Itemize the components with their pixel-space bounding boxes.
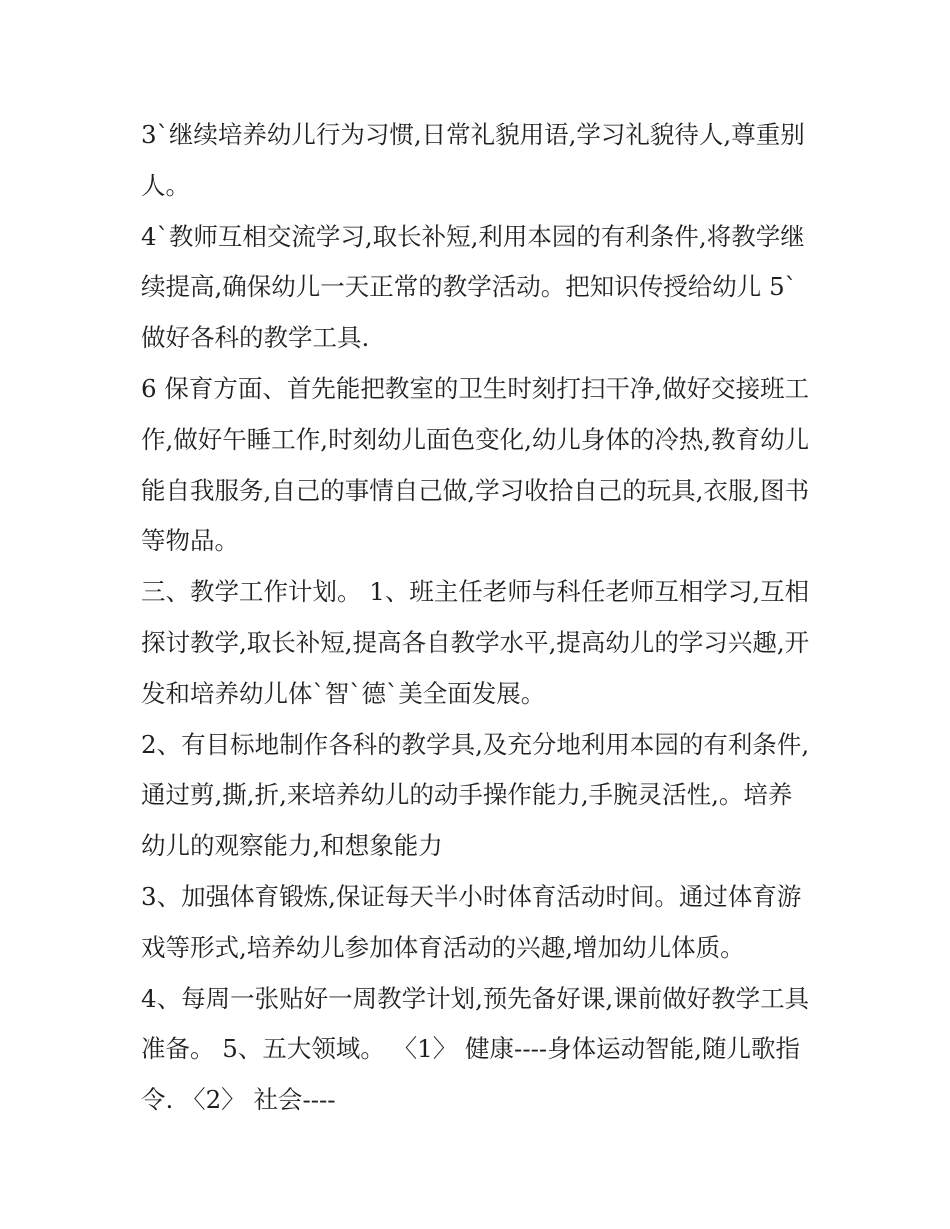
text-line: 2、有目标地制作各科的教学具,及充分地利用本园的有利条件, bbox=[141, 729, 810, 759]
text-line: 戏等形式,培养幼儿参加体育活动的兴趣,增加幼儿体质。 bbox=[141, 932, 745, 962]
paragraph-6-childcare bbox=[141, 364, 821, 567]
text-line: 续提高,确保幼儿一天正常的教学活动。把知识传授给幼儿 5` bbox=[141, 272, 797, 302]
paragraph-4-teacher-exchange bbox=[141, 212, 821, 364]
text-line: 探讨教学,取长补短,提高各自教学水平,提高幼儿的学习兴趣,开 bbox=[141, 627, 810, 657]
text-line: 做好各科的教学工具. bbox=[141, 323, 370, 353]
text-line: 作,做好午睡工作,时刻幼儿面色变化,幼儿身体的冷热,教育幼儿 bbox=[141, 424, 810, 454]
text-line: 人。 bbox=[141, 170, 190, 200]
text-line: 发和培养幼儿体`智`德`美全面发展。 bbox=[141, 678, 546, 708]
text-line: 3、加强体育锻炼,保证每天半小时体育活动时间。通过体育游 bbox=[141, 881, 802, 911]
text-line: 三、教学工作计划。 1、班主任老师与科任老师互相学习,互相 bbox=[141, 577, 810, 607]
text-line: 4、每周一张贴好一周教学计划,预先备好课,课前做好教学工具 bbox=[141, 983, 810, 1013]
paragraph-4-weekly-plan bbox=[141, 974, 821, 1126]
text-line: 3`继续培养幼儿行为习惯,日常礼貌用语,学习礼貌待人,尊重别 bbox=[141, 120, 805, 149]
paragraph-3-habits bbox=[141, 110, 821, 212]
paragraph-3-physical-exercise bbox=[141, 872, 821, 974]
text-line: 令. 〈2〉 社会---- bbox=[141, 1085, 336, 1115]
paragraph-2-teaching-aids bbox=[141, 720, 821, 872]
document-body bbox=[141, 110, 821, 1126]
text-line: 准备。 5、五大领域。 〈1〉 健康----身体运动智能,随儿歌指 bbox=[141, 1034, 800, 1064]
text-line: 4`教师互相交流学习,取长补短,利用本园的有利条件,将教学继 bbox=[141, 221, 805, 251]
text-line: 能自我服务,自己的事情自己做,学习收拾自己的玩具,衣服,图书 bbox=[141, 475, 810, 505]
text-line: 通过剪,撕,折,来培养幼儿的动手操作能力,手腕灵活性,。培养 bbox=[141, 780, 793, 810]
text-line: 幼儿的观察能力,和想象能力 bbox=[141, 831, 443, 861]
text-line: 6 保育方面、首先能把教室的卫生时刻打扫干净,做好交接班工 bbox=[141, 373, 810, 403]
section-3-teaching-plan bbox=[141, 567, 821, 719]
text-line: 等物品。 bbox=[141, 526, 239, 556]
